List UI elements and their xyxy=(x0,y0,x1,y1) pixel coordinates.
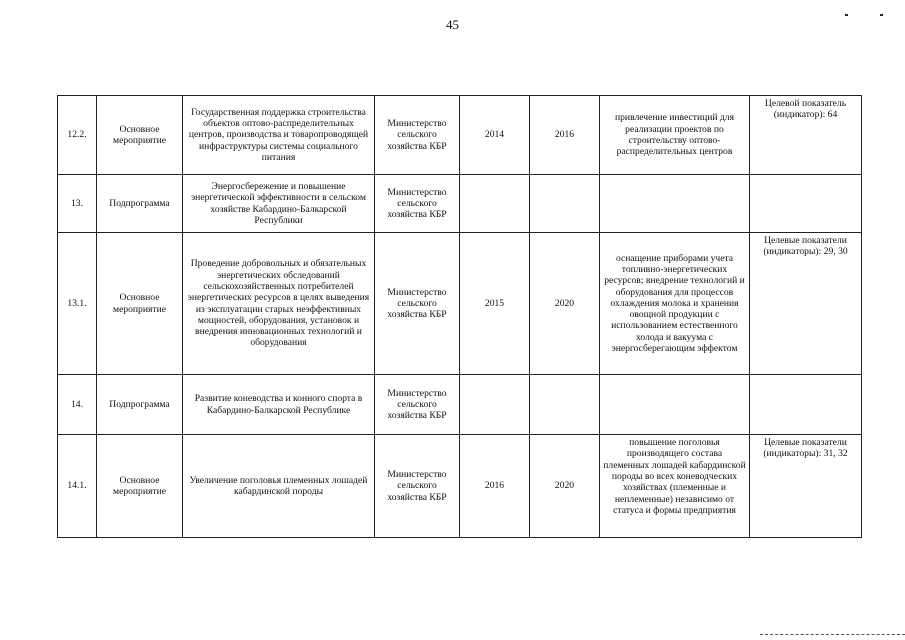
row-end-year: 2016 xyxy=(530,96,600,175)
program-table xyxy=(57,95,862,538)
row-name: Увеличение поголовья племенных лошадей кабардинской породы xyxy=(183,435,375,538)
row-number: 12.2. xyxy=(58,96,97,175)
page-number: 45 xyxy=(446,17,459,32)
row-result xyxy=(600,375,750,435)
row-end-year xyxy=(530,175,600,233)
row-number: 13. xyxy=(58,175,97,233)
row-start-year: 2014 xyxy=(460,96,530,175)
scan-mark xyxy=(845,14,848,16)
scan-mark xyxy=(880,14,883,16)
row-start-year xyxy=(460,375,530,435)
row-start-year: 2016 xyxy=(460,435,530,538)
table-row xyxy=(58,375,862,435)
row-indicator xyxy=(750,175,862,233)
row-indicator xyxy=(750,375,862,435)
row-number: 14.1. xyxy=(58,435,97,538)
table-row xyxy=(58,435,862,538)
row-end-year: 2020 xyxy=(530,233,600,375)
row-start-year xyxy=(460,175,530,233)
table-row xyxy=(58,175,862,233)
row-type: Основное мероприятие xyxy=(97,233,183,375)
row-result: оснащение приборами учета топливно-энергетических ресурсов; внедрение технологий и оборудования для процессов охлаждения молока и хранения овощной продукции с использованием естественного холода и вакуума с энергосберегающим эффектом xyxy=(600,233,750,375)
table-row xyxy=(58,96,862,175)
row-indicator: Целевые показатели (индикаторы): 31, 32 xyxy=(750,435,862,538)
row-start-year: 2015 xyxy=(460,233,530,375)
row-end-year xyxy=(530,375,600,435)
table-row xyxy=(58,233,862,375)
row-executor: Министерство сельского хозяйства КБР xyxy=(375,233,460,375)
row-result: привлечение инвестиций для реализации проектов по строительству оптово-распределительных центров xyxy=(600,96,750,175)
row-name: Развитие коневодства и конного спорта в Кабардино-Балкарской Республике xyxy=(183,375,375,435)
row-name: Энергосбережение и повышение энергетической эффективности в сельском хозяйстве Кабардино-Балкарской Республики xyxy=(183,175,375,233)
row-number: 13.1. xyxy=(58,233,97,375)
row-end-year: 2020 xyxy=(530,435,600,538)
row-executor: Министерство сельского хозяйства КБР xyxy=(375,175,460,233)
row-indicator: Целевой показатель (индикатор): 64 xyxy=(750,96,862,175)
row-result: повышение поголовья производящего состава племенных лошадей кабардинской породы во всех коневодческих хозяйствах (племенные и неплеменные) независимо от статуса и формы предприятия xyxy=(600,435,750,538)
row-name: Проведение добровольных и обязательных энергетических обследований сельскохозяйственных потребителей энергетических ресурсов в целях выведения из эксплуатации старых неэффективных мощностей, оборудования, установок и внедрения инновационных технологий и оборудования xyxy=(183,233,375,375)
row-executor: Министерство сельского хозяйства КБР xyxy=(375,96,460,175)
row-name: Государственная поддержка строительства объектов оптово-распределительных центров, производства и товаропроводящей инфраструктуры системы социального питания xyxy=(183,96,375,175)
row-type: Основное мероприятие xyxy=(97,96,183,175)
row-executor: Министерство сельского хозяйства КБР xyxy=(375,435,460,538)
row-number: 14. xyxy=(58,375,97,435)
row-type: Подпрограмма xyxy=(97,375,183,435)
row-indicator: Целевые показатели (индикаторы): 29, 30 xyxy=(750,233,862,375)
row-type: Подпрограмма xyxy=(97,175,183,233)
row-executor: Министерство сельского хозяйства КБР xyxy=(375,375,460,435)
row-type: Основное мероприятие xyxy=(97,435,183,538)
scan-edge-line xyxy=(760,634,905,635)
row-result xyxy=(600,175,750,233)
